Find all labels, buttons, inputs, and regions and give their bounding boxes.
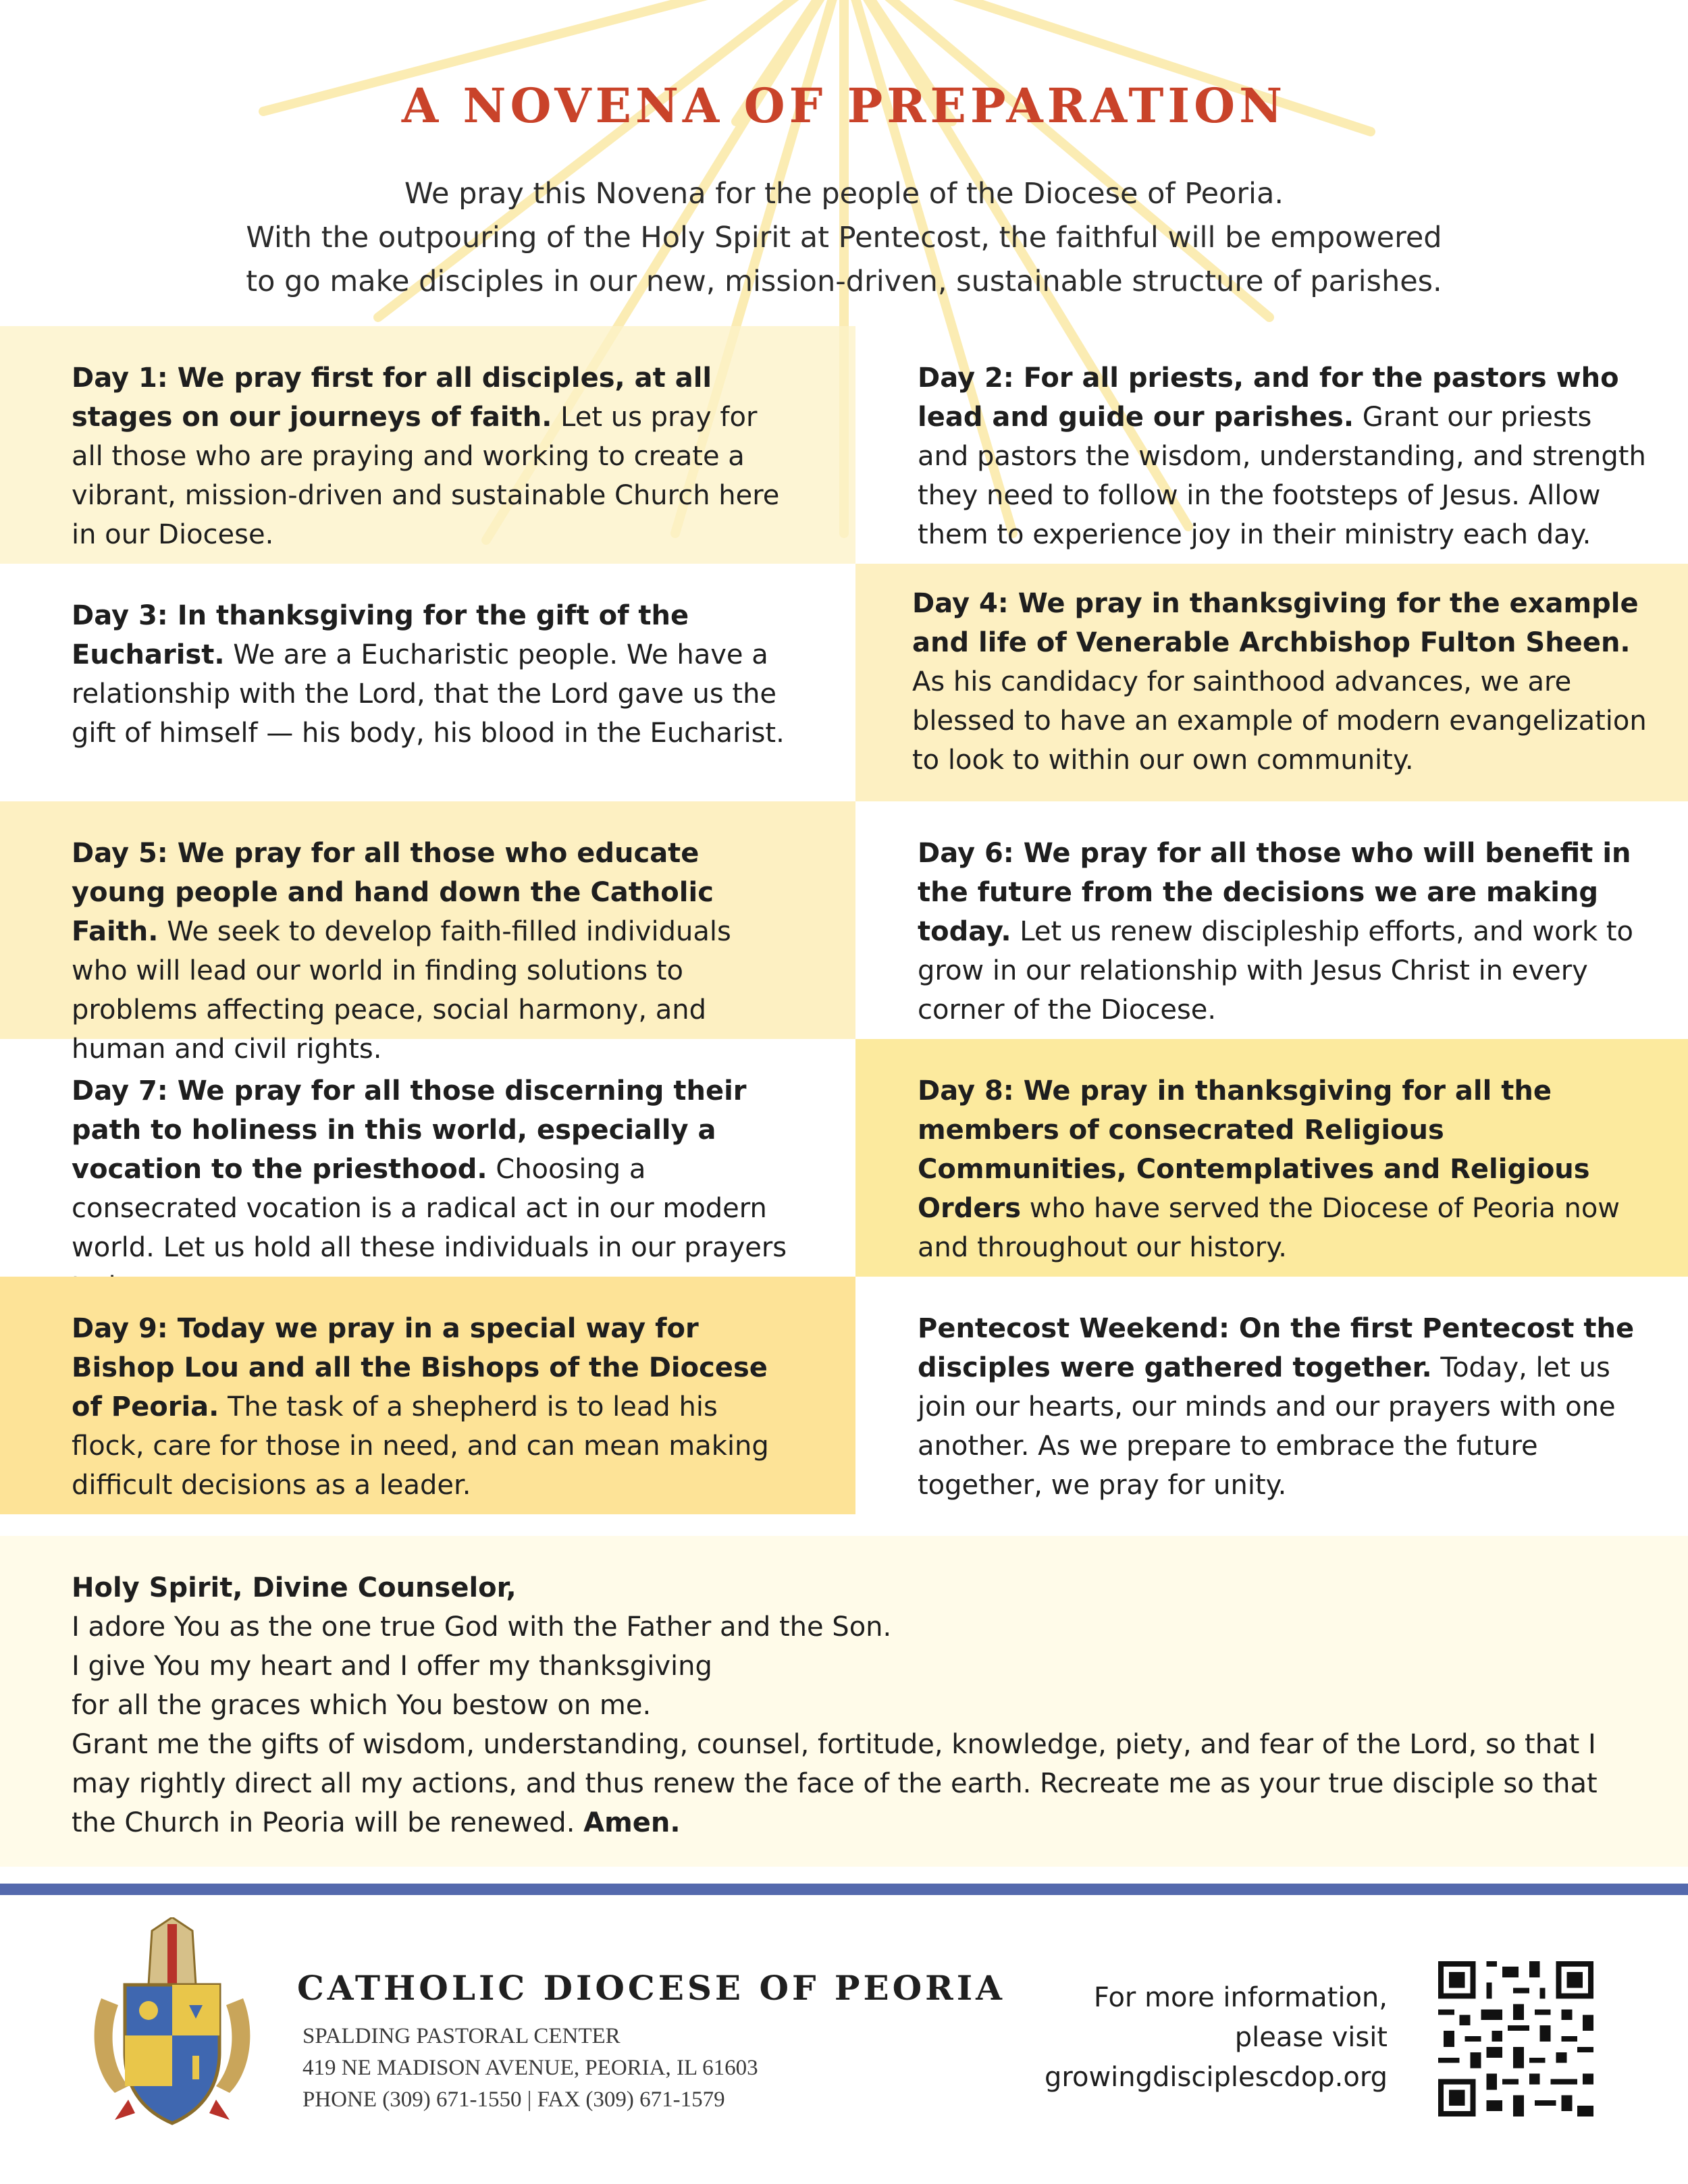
prayer-line: I adore You as the one true God with the Father and the Son. [72, 1612, 892, 1643]
day-3-text: We are a Eucharistic people. We have a relationship with the Lord, that the Lord gave us the gift of himself — his body, his blood in the Eucharist. [72, 639, 785, 749]
intro-line: We pray this Novena for the people of the Diocese of Peoria. [404, 177, 1284, 211]
prayer-line: for all the graces which You bestow on me. [72, 1690, 652, 1721]
pentecost-card [855, 1277, 1688, 1514]
diocese-name: CATHOLIC DIOCESE OF PEORIA [297, 1968, 1005, 2008]
day-7-card [0, 1039, 855, 1277]
qr-code-icon[interactable] [1438, 1961, 1593, 2116]
day-2-heading: Day 2: For all priests, and for the pastors who lead and guide our parishes. [918, 363, 1619, 433]
page-title: A NOVENA OF PREPARATION [401, 78, 1287, 134]
day-6-heading: Day 6: We pray for all those who will benefit in the future from the decisions we are making today. [918, 838, 1631, 947]
footer-divider [0, 1884, 1688, 1895]
day-3-heading: Day 3: In thanksgiving for the gift of the Eucharist. [72, 600, 689, 670]
more-info-line: please visit [1234, 2022, 1388, 2053]
prayer-line: I give You my heart and I offer my thanksgiving [72, 1651, 712, 1682]
diocese-coat-of-arms-icon [88, 1917, 257, 2133]
more-info-line: For more information, [1093, 1982, 1388, 2013]
novena-days-grid [0, 326, 1688, 1514]
intro-line: to go make disciples in our new, mission-driven, sustainable structure of parishes. [246, 265, 1442, 298]
day-5-card [0, 801, 855, 1065]
day-1-heading: Day 1: We pray first for all disciples, at all stages on our journeys of faith. [72, 363, 712, 433]
amen-text: Amen. [583, 1807, 681, 1838]
day-4-heading: Day 4: We pray in thanksgiving for the example and life of Venerable Archbishop Fulton Sheen. [912, 588, 1639, 658]
prayer-final-text: Grant me the gifts of wisdom, understanding, counsel, fortitude, knowledge, piety, and fear of the Lord, so that I may rightly direct all my actions, and thus renew the face of the earth. Recreate me as your true disciple so that the Church in Peoria will be renewed. [72, 1729, 1598, 1838]
day-6-text: Let us renew discipleship efforts, and work to grow in our relationship with Jesus Christ in every corner of the Diocese. [918, 916, 1634, 1026]
day-8-text: who have served the Diocese of Peoria now and throughout our history. [918, 1193, 1620, 1263]
prayer-final-paragraph [72, 1725, 1627, 1842]
phone-fax: PHONE (309) 671-1550 | FAX (309) 671-1579 [302, 2087, 725, 2112]
day-9-heading: Day 9: Today we pray in a special way for Bishop Lou and all the Bishops of the Diocese of Peoria. [72, 1313, 768, 1422]
day-4-text: As his candidacy for sainthood advances, we are blessed to have an example of modern evangelization to look to within our own community. [912, 666, 1647, 776]
day-4-card [855, 564, 1688, 801]
day-8-card [855, 1039, 1688, 1277]
day-8-heading: Day 8: We pray in thanksgiving for all the members of consecrated Religious Communities, Contemplatives and Religious Orders [918, 1075, 1590, 1224]
closing-prayer [0, 1536, 1688, 1867]
day-7-heading: Day 7: We pray for all those discerning their path to holiness in this world, especially a vocation to the priesthood. [72, 1075, 747, 1185]
day-2-text: Grant our priests and pastors the wisdom, understanding, and strength they need to follow in the footsteps of Jesus. Allow them to experience joy in their ministry each day. [918, 402, 1646, 550]
day-5-text: We seek to develop faith-filled individuals who will lead our world in finding solutions to problems affecting peace, social harmony, and human and civil rights. [72, 916, 731, 1065]
pentecost-text: Today, let us join our hearts, our minds and our prayers with one another. As we prepare to embrace the future together, we pray for unity. [918, 1352, 1616, 1501]
prayer-heading: Holy Spirit, Divine Counselor, [72, 1572, 517, 1603]
day-1-card [0, 326, 855, 564]
day-7-text: Choosing a consecrated vocation is a radical act in our modern world. Let us hold all these individuals in our prayers [72, 1154, 787, 1263]
day-6-card [855, 801, 1688, 1039]
day-1-text: Let us pray for all those who are praying and working to create a vibrant, mission-driven and sustainable Church here in our Diocese. [72, 402, 780, 550]
pentecost-heading: Pentecost Weekend: On the first Pentecost the disciples were gathered together. [918, 1313, 1635, 1383]
pastoral-center: SPALDING PASTORAL CENTER [302, 2024, 621, 2048]
day-2-card [855, 326, 1688, 564]
intro-line: With the outpouring of the Holy Spirit at Pentecost, the faithful will be empowered [246, 221, 1442, 255]
day-9-card [0, 1277, 855, 1514]
street-address: 419 NE MADISON AVENUE, PEORIA, IL 61603 [302, 2056, 758, 2080]
website-link[interactable]: growingdisciplescdop.org [1045, 2062, 1388, 2093]
day-5-heading: Day 5: We pray for all those who educate young people and hand down the Catholic Faith. [72, 838, 714, 947]
day-3-card [0, 564, 855, 801]
intro-text [169, 172, 1519, 304]
day-9-text: The task of a shepherd is to lead his flock, care for those in need, and can mean making difficult decisions as a leader. [72, 1391, 769, 1501]
more-info [1045, 1978, 1388, 2098]
